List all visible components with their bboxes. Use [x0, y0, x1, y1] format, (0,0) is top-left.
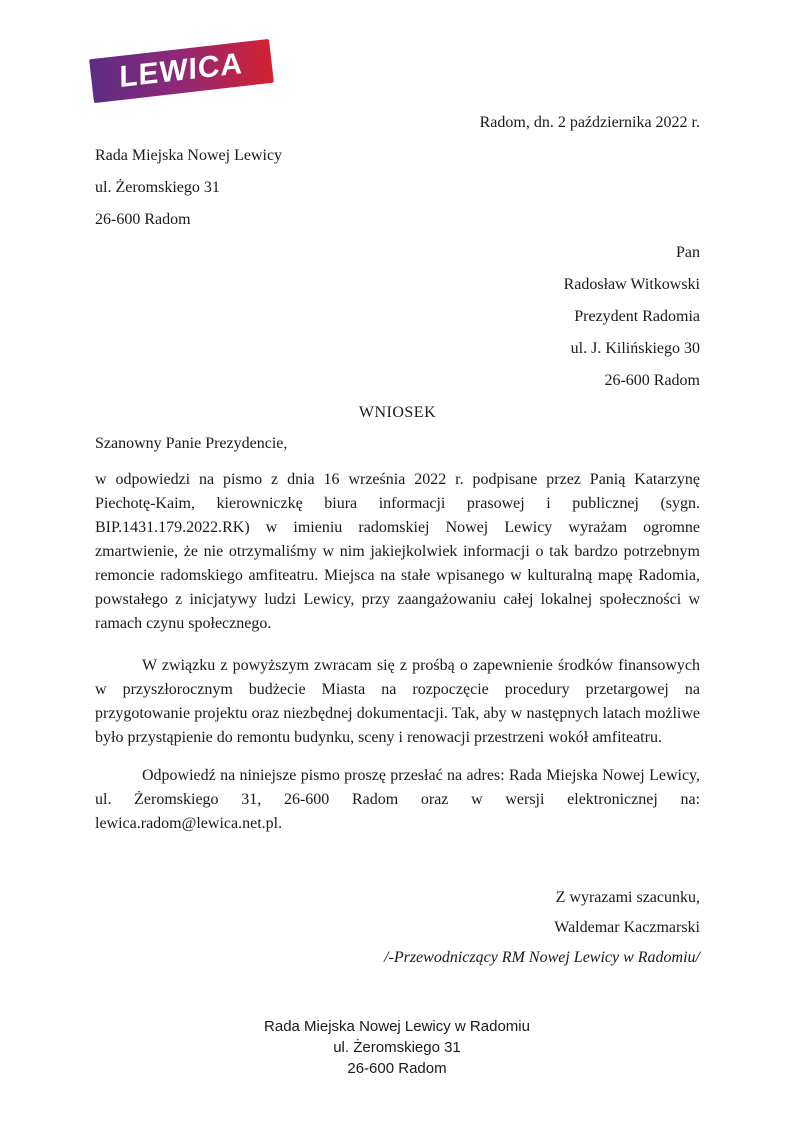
lewica-logo-banner — [89, 39, 274, 103]
recipient-name: Radosław Witkowski — [563, 276, 700, 293]
body-paragraph-1: w odpowiedzi na pismo z dnia 16 września 2022 r. podpisane przez Panią Katarzynę Piechotę-Kaim, kierowniczkę biura informacji prasowej i publicznej (sygn. BIP.1431.179.2022.RK) w imieniu radomskiej Nowej Lewicy wyrażam ogromne zmartwienie, że nie otrzymaliśmy w nim jakiejkolwiek informacji o tak bardzo potrzebnym remoncie radomskiego amfiteatru. Miejsca na stałe wpisanego w kulturalną mapę Radomia, powstałego z inicjatywy ludzi Lewicy, przy zaangażowaniu całej lokalnej społeczności w ramach czynu społecznego. — [95, 471, 700, 632]
closing-signature-name: Waldemar Kaczmarski — [554, 919, 700, 936]
footer-city: 26-600 Radom — [347, 1060, 447, 1077]
document-title: WNIOSEK — [358, 404, 437, 421]
recipient-title: Prezydent Radomia — [574, 308, 700, 325]
closing-regards: Z wyrazami szacunku, — [555, 889, 700, 906]
footer-organization: Rada Miejska Nowej Lewicy w Radomiu — [264, 1018, 530, 1035]
body-paragraph-2: W związku z powyższym zwracam się z prośbą o zapewnienie środków finansowych w przyszłorocznym budżecie Miasta na rozpoczęcie procedury przetargowej na przygotowanie projektu oraz niezbędnej dokumentacji. Tak, aby w następnych latach możliwe było przystąpienie do remontu budynku, sceny i renowacji przestrzeni wokół amfiteatru. — [95, 657, 700, 746]
page-footer — [0, 1016, 794, 1079]
recipient-block — [95, 241, 700, 393]
closing-signature-role: /-Przewodniczący RM Nowej Lewicy w Radomiu/ — [384, 949, 700, 966]
closing-block — [95, 886, 700, 970]
salutation: Szanowny Panie Prezydencie, — [95, 435, 288, 452]
sender-block — [95, 144, 700, 232]
recipient-honorific: Pan — [676, 244, 700, 261]
letter-content — [95, 111, 700, 970]
date-line: Radom, dn. 2 października 2022 r. — [479, 114, 700, 131]
lewica-logo-text: LEWICA — [119, 46, 244, 95]
footer-street: ul. Żeromskiego 31 — [333, 1039, 461, 1056]
recipient-city: 26-600 Radom — [604, 372, 700, 389]
recipient-street: ul. J. Kilińskiego 30 — [570, 340, 700, 357]
sender-organization: Rada Miejska Nowej Lewicy — [95, 147, 283, 164]
body-paragraph-3: Odpowiedź na niniejsze pismo proszę przesłać na adres: Rada Miejska Nowej Lewicy, ul. Żeromskiego 31, 26-600 Radom oraz w wersji elektronicznej na: lewica.radom@lewica.net.pl. — [95, 767, 700, 832]
sender-street: ul. Żeromskiego 31 — [95, 179, 220, 196]
sender-city: 26-600 Radom — [95, 211, 191, 228]
